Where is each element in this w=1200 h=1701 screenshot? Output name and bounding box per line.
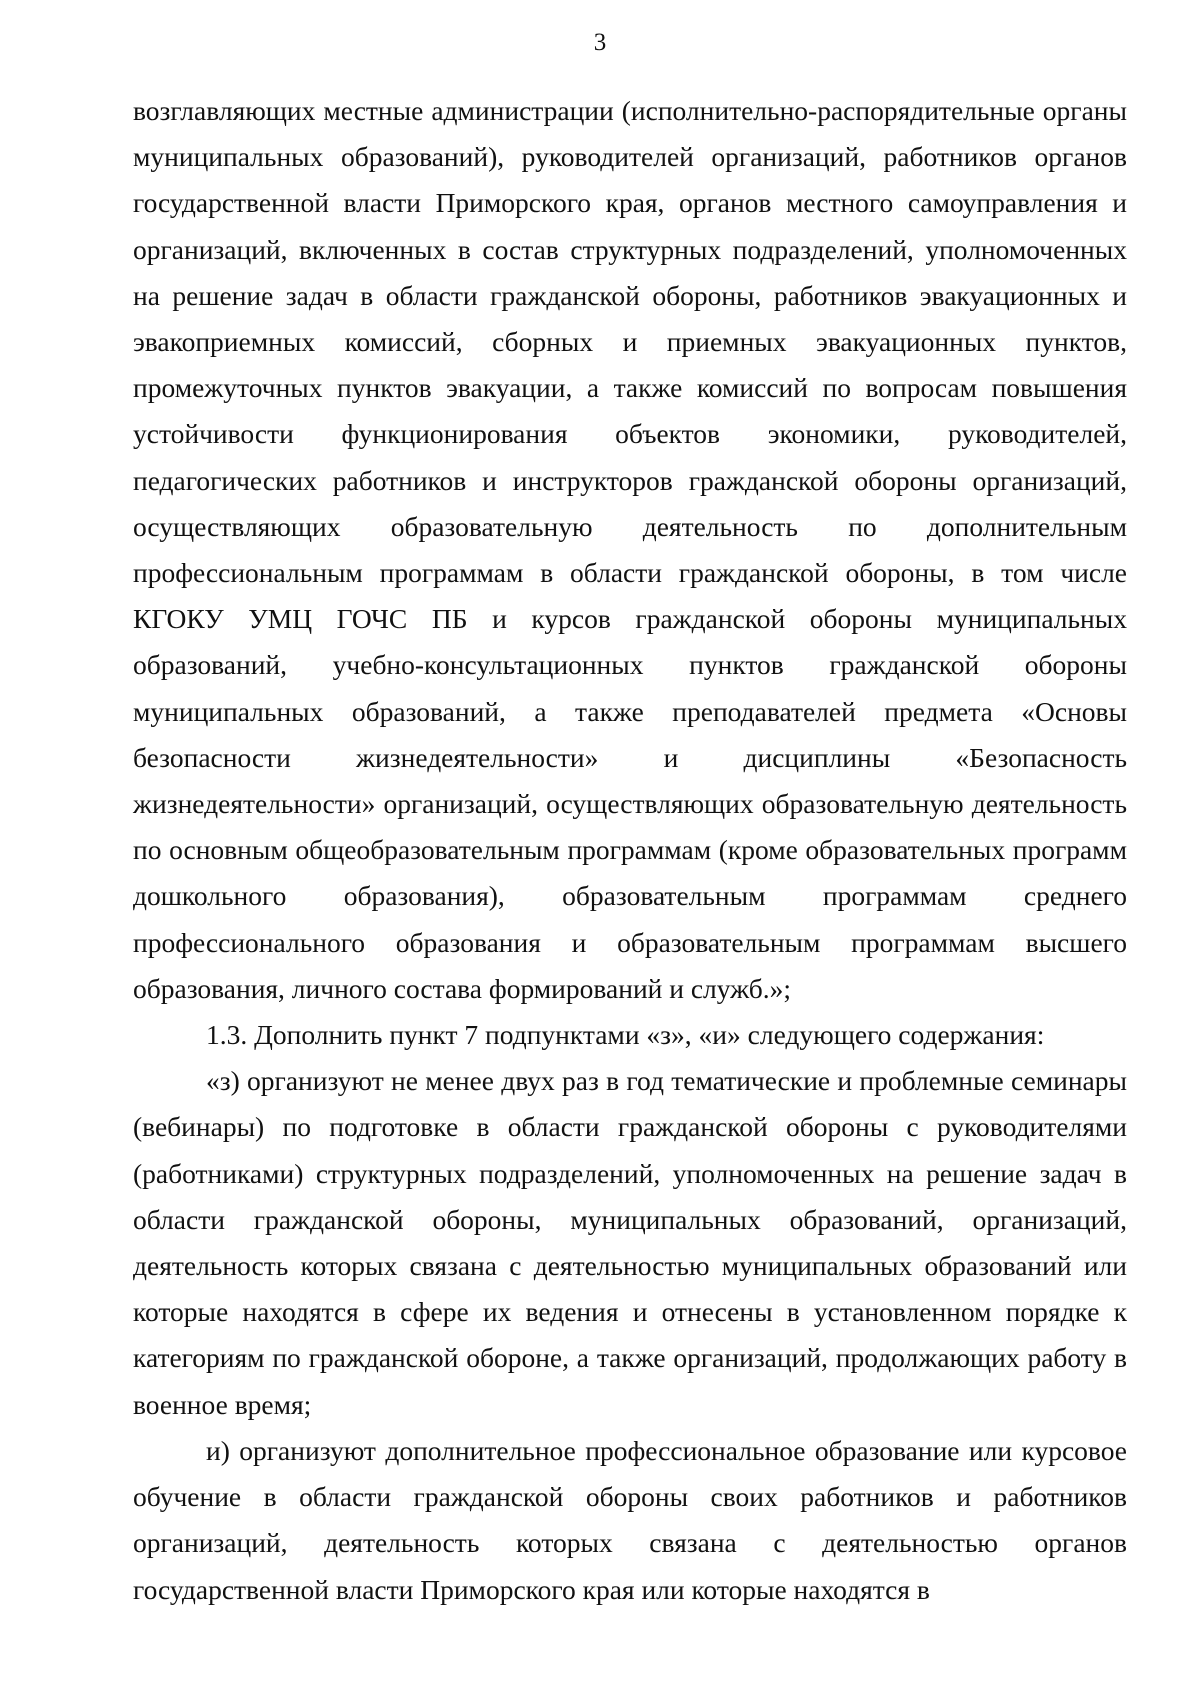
paragraph-subitem-z: «з) организуют не менее двух раз в год тематические и проблемные семинары (вебинары) по подготовке в области гражданской обороны с руководителями (работниками) структурных подразделений, уполномоченных на решение задач в области гражданской обороны, муниципальных образований, организаций, деятельность которых связана с деятельностью муниципальных образований или которые находятся в сфере их ведения и отнесены в установленном порядке к категориям по гражданской обороне, а также организаций, продолжающих работу в военное время; [133, 1065, 1127, 1420]
paragraph-item-1-3: 1.3. Дополнить пункт 7 подпунктами «з», «и» следующего содержания: [206, 1019, 1045, 1051]
paragraph-continuation: возглавляющих местные администрации (исполнительно-распорядительные органы муниципальных образований), руководителей организаций, работников органов государственной власти Приморского края, органов местного самоуправления и организаций, включенных в состав структурных подразделений, уполномоченных на решение задач в области гражданской обороны, работников эвакуационных и эвакоприемных комиссий, сборных и приемных эвакуационных пунктов, промежуточных пунктов эвакуации, а также комиссий по вопросам повышения устойчивости функционирования объектов экономики, руководителей, педагогических работников и инструкторов гражданской обороны организаций, осуществляющих образовательную деятельность по дополнительным профессиональным программам в области гражданской обороны, в том числе КГОКУ УМЦ ГОЧС ПБ и курсов гражданской обороны муниципальных образований, учебно-консультационных пунктов гражданской обороны муниципальных образований, а также преподавателей предмета «Основы безопасности жизнедеятельности» и дисциплины «Безопасность жизнедеятельности» организаций, осуществляющих образовательную деятельность по основным общеобразовательным программам (кроме образовательных программ дошкольного образования), образовательным программам среднего профессионального образования и образовательным программам высшего образования, личного состава формирований и служб.»; [133, 95, 1127, 1004]
paragraph-subitem-i: и) организуют дополнительное профессиональное образование или курсовое обучение в области гражданской обороны своих работников и работников организаций, деятельность которых связана с деятельностью органов государственной власти Приморского края или которые находятся в [133, 1434, 1127, 1605]
page-number: 3 [593, 29, 607, 56]
document-body [133, 88, 1127, 1613]
